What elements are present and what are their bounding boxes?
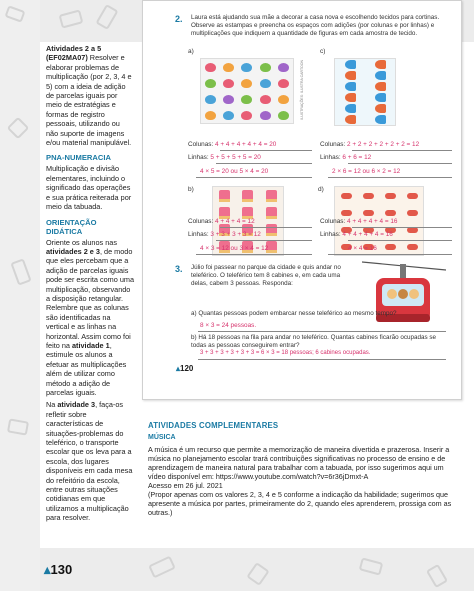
answer-line [196,254,312,255]
illustration-credit: ILUSTRAÇÕES: ILUSTRA CARTOON [300,60,304,120]
d-rows-row: Linhas: 4 + 4 + 4 + 4 = 16 [320,231,393,238]
cake-icon [242,190,253,202]
question-3a-answer: 8 × 3 = 24 pessoas. [200,322,257,329]
answer-line [196,177,312,178]
bird-icon [260,79,271,88]
item-c-label: c) [320,48,326,55]
car-icon [407,244,418,250]
answer-line [216,240,312,241]
decorative-band-left [0,0,40,591]
c-multiplication-row: 2 × 6 = 12 ou 6 × 2 = 12 [332,168,401,175]
cake-icon [266,224,277,236]
answer-line [216,163,312,164]
bird-icon [223,79,234,88]
fish-icon [345,115,356,124]
fabric-sample-fish [334,58,396,126]
cake-icon [242,207,253,219]
cake-icon [219,190,230,202]
pna-title: PNA-NUMERACIA [46,153,111,163]
car-icon [407,210,418,216]
answer-line [220,227,312,228]
question-3b-answer: 3 + 3 + 3 + 3 + 3 + 3 = 6 × 3 = 18 pessoas; 6 cabines ocupadas. [200,350,371,356]
bird-icon [260,111,271,120]
answer-line [352,150,452,151]
a-columns-row: Colunas: 4 + 4 + 4 + 4 + 4 = 20 [188,141,277,148]
skill-description: Resolver e elaborar problemas de multiplicação (por 2, 3, 4 e 5) com a ideia de adição de parcelas iguais por meio de estratégias e formas de registro pessoais, utilizando ou não suporte de imagens e/ou material manipulável. [46,53,132,148]
fish-icon [375,82,386,91]
bird-icon [205,95,216,104]
question-3-text: Júlio foi passear no parque da cidade e quis andar no teleférico. O teleférico tem 8 cabines e, em cada uma delas, cabem 3 pessoas. Responda: [191,264,341,288]
bird-icon [278,79,289,88]
skill-code: (EF02MA07) [46,53,88,63]
fish-icon [375,93,386,102]
bird-icon [205,111,216,120]
car-icon [341,210,352,216]
fish-icon [375,104,386,113]
bird-icon [223,63,234,72]
bird-icon [241,95,252,104]
book-page-number: ▴120 [176,364,194,373]
bird-icon [205,63,216,72]
cake-icon [266,190,277,202]
fish-icon [345,93,356,102]
bird-icon [241,79,252,88]
a-multiplication-row: 4 × 5 = 20 ou 5 × 4 = 20 [200,168,269,175]
b-columns-row: Colunas: 4 + 4 + 4 = 12 [188,218,255,225]
answer-line [348,240,452,241]
c-columns-row: Colunas: 2 + 2 + 2 + 2 + 2 + 2 = 12 [320,141,420,148]
complementary-activities-heading: ATIVIDADES COMPLEMENTARES [148,421,279,430]
car-icon [341,193,352,199]
answer-line [198,359,446,360]
bird-icon [241,63,252,72]
car-icon [385,244,396,250]
fabric-sample-birds [200,58,294,124]
question-2-text: Laura está ajudando sua mãe a decorar a casa nova e escolhendo tecidos para cortinas. Observe as estampas e preencha os espaços com adições (por colunas e por linhas) e multiplicações que indiquem a quantidade de figuras em cada amostra de tecido. [191,14,440,37]
d-columns-row: Colunas: 4 + 4 + 4 + 4 = 16 [320,218,398,225]
fish-icon [345,60,356,69]
orientation-title: ORIENTAÇÃO DIDÁTICA [46,217,97,236]
item-a-label: a) [188,48,194,55]
orientation-paragraph-1: Oriente os alunos nas atividades 2 e 3, de modo que eles percebam que a adição de parcelas iguais pode ser escrita como uma multiplicação, observando a disposição retangular. Relembre que as colunas são identificadas na vertical e as linhas na horizontal. Assim como foi feito na atividade 1, estimule os alunos a efetuar as multiplicações além de utilizar como método a adição de parcelas iguais. [46,237,135,397]
item-b-label: b) [188,186,194,193]
cake-icon [219,207,230,219]
answer-line [352,227,452,228]
music-note: (Propor apenas com os valores 2, 3, 4 e 5 conforme a indicação da habilidade; sugerimos que apresente a música por partes, primeiramente do 2, quando eles aprenderem, prossiga com as outras.) [148,490,452,517]
pna-text: Multiplicação e divisão elementares, incluindo o significado das operações e sua prática reiterada por meio da tabuada. [46,164,132,212]
skills-heading: Atividades 2 a 5 [46,44,102,53]
bird-icon [223,95,234,104]
page-number: ▴130 [44,562,73,577]
bird-icon [205,79,216,88]
orientation-paragraph-2: Na atividade 3, faça-os refletir sobre características de situações-problemas do teleférico, o transporte escolar que os leva para a escola, dos lugares disponíveis em cada mesa do refeitório da escola, entre outras situações cotidianas em que utilizamos a multiplicação para resolver. [46,400,133,523]
cable-car-illustration [362,256,446,330]
c-rows-row: Linhas: 6 + 6 = 12 [320,154,372,161]
car-icon [407,193,418,199]
a-rows-row: Linhas: 5 + 5 + 5 + 5 = 20 [188,154,261,161]
music-subheading: MÚSICA [148,434,176,441]
complementary-activities-body [148,445,454,517]
question-3-number: 3. [175,264,183,274]
question-3a-text: a) Quantas pessoas podem embarcar nesse teleférico ao mesmo tempo? [191,310,397,317]
car-icon [385,210,396,216]
bird-icon [223,111,234,120]
b-multiplication-row: 4 × 3 = 12 ou 3 × 4 = 12 [200,245,269,252]
cake-icon [266,207,277,219]
car-icon [363,210,374,216]
bird-icon [278,95,289,104]
question-3b-text: b) Há 18 pessoas na fila para andar no teleférico. Quantas cabines ficarão ocupadas se todas as pessoas conseguirem entrar? [191,334,437,349]
bird-icon [260,95,271,104]
answer-line [220,150,312,151]
music-paragraph: A música é um recurso que permite a memorização de maneira divertida e prazerosa. Inserir a música no planejamento escolar trará contribuições significativas no processo de ensino e de aprendizagem de maneira natural para trabalhar com a tabuada, por isso sugerimos aqui um vídeo disponível em: https://www.youtube.com/watch?v=6r36jDmxt-A [148,445,450,481]
b-rows-row: Linhas: 3 + 3 + 3 + 3 = 12 [188,231,261,238]
bird-icon [260,63,271,72]
answer-line [328,254,452,255]
answer-line [348,163,452,164]
question-2-number: 2. [175,14,183,24]
bird-icon [241,111,252,120]
fish-icon [375,71,386,80]
fish-icon [345,71,356,80]
teacher-guidance-column [46,44,134,526]
car-icon [385,193,396,199]
fish-icon [375,60,386,69]
fish-icon [375,115,386,124]
bird-icon [278,111,289,120]
answer-line [198,331,446,332]
fish-icon [345,82,356,91]
fish-icon [345,104,356,113]
access-date: Acesso em 26 jul. 2021 [148,481,223,490]
d-multiplication-row: 4 × 4 = 16 [348,245,377,252]
bird-icon [278,63,289,72]
item-d-label: d) [318,186,324,193]
answer-line [328,177,452,178]
car-icon [363,193,374,199]
